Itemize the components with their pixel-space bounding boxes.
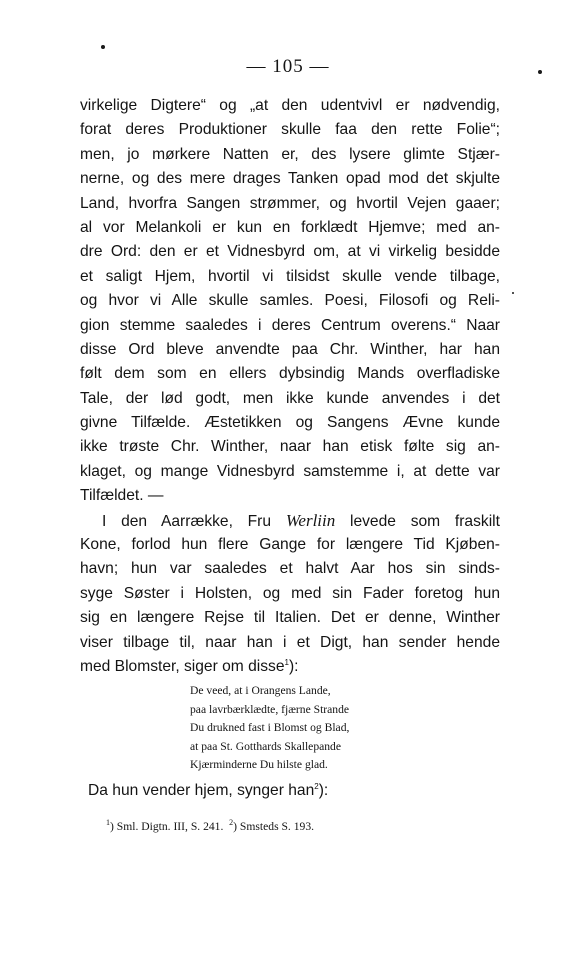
person-name: Werliin [285,510,336,530]
text-line: men, jo mørkere Natten er, des lysere glimte Stjær- [80,145,500,163]
footnotes [106,818,506,836]
paragraph-1 [80,94,500,509]
poem-line: paa lavrbærklædte, fjærne Strande [190,702,350,716]
text-fragment: ): [318,782,329,799]
text-line: Kone, forlod hun flere Gange for længere Tid Kjøben- [80,536,500,554]
text-line: dre Ord: den er et Vidnesbyrd om, at vi virkelig besidde [80,243,500,261]
text-line: disse Ord bleve anvendte paa Chr. Winther, har han [80,340,500,358]
text-line: og hvor vi Alle skulle samles. Poesi, Filosofi og Reli- [80,292,500,310]
closing-line [88,779,508,803]
text-line: Tale, der lød godt, men ikke kunde anvendes i det [80,389,500,407]
text-line: nerne, og des mere drages Tanken opad mod det skjulte [80,170,500,188]
ink-speck [101,45,105,49]
footnote-1: ) Sml. Digtn. III, S. 241. [110,820,224,833]
poem-line: Kjærminderne Du hilste glad. [190,758,328,772]
text-fragment: ): [288,657,299,675]
footnote-2: ) Smsteds S. 193. [233,820,315,833]
poem-line: De veed, at i Orangens Lande, [190,684,331,697]
footnote-mark: 2 [229,818,234,828]
paragraph-2 [80,509,500,680]
text-line [80,509,500,533]
text-line: klaget, og mange Vidnesbyrd samstemme i, at dette var [80,462,500,480]
text-line: Land, hvorfra Sangen strømmer, og hvortil Vejen gaaer; [80,194,500,212]
footnote-mark: 1 [284,657,289,667]
text-line: givne Tilfælde. Æstetikken og Sangens Ævne kunde [80,414,500,432]
text-line: syge Søster i Holsten, og med sin Fader foretog hun [80,584,500,602]
poem-line: at paa St. Gotthards Skallepande [190,739,342,753]
footnote-mark: 1 [106,818,110,828]
text-line [80,655,500,679]
text-fragment: I den Aarrække, Fru [102,512,272,530]
poem-line: Du drukned fast i Blomst og Blad, [190,721,350,735]
text-line: ikke trøste Chr. Winther, naar han etisk følte sig an- [80,438,500,456]
text-line: havn; hun var saaledes et halvt Aar hos sin sinds- [80,560,500,578]
footnote-mark: 2 [314,781,319,791]
text-fragment: levede som fraskilt [350,512,500,530]
text-line: viser tilbage til, naar han i et Digt, han sender hende [80,633,500,651]
text-line: sig en længere Rejse til Italien. Det er denne, Winther [80,609,500,627]
text-fragment: med Blomster, siger om disse [80,657,285,675]
text-line: følt dem som en ellers dybsindig Mands overfladiske [80,365,500,383]
ink-speck [512,292,514,294]
text-fragment: Da hun vender hjem, synger han [88,782,315,799]
body-text [80,94,500,679]
text-line: Tilfældet. — [80,487,164,505]
page-number: — 105 — [246,56,330,77]
text-line: gion stemme saaledes i deres Centrum overens.“ Naar [80,316,500,334]
text-line: forat deres Produktioner skulle faa den rette Folie“; [80,121,500,139]
text-line: al vor Melankoli er kun en forklædt Hjemve; med an- [80,218,500,236]
text-line: et saligt Hjem, hvortil vi tilsidst skulle vende tilbage, [80,267,500,285]
poem-quote [190,682,490,775]
text-line: virkelige Digtere“ og „at den udentvivl er nødvendig, [80,97,500,114]
